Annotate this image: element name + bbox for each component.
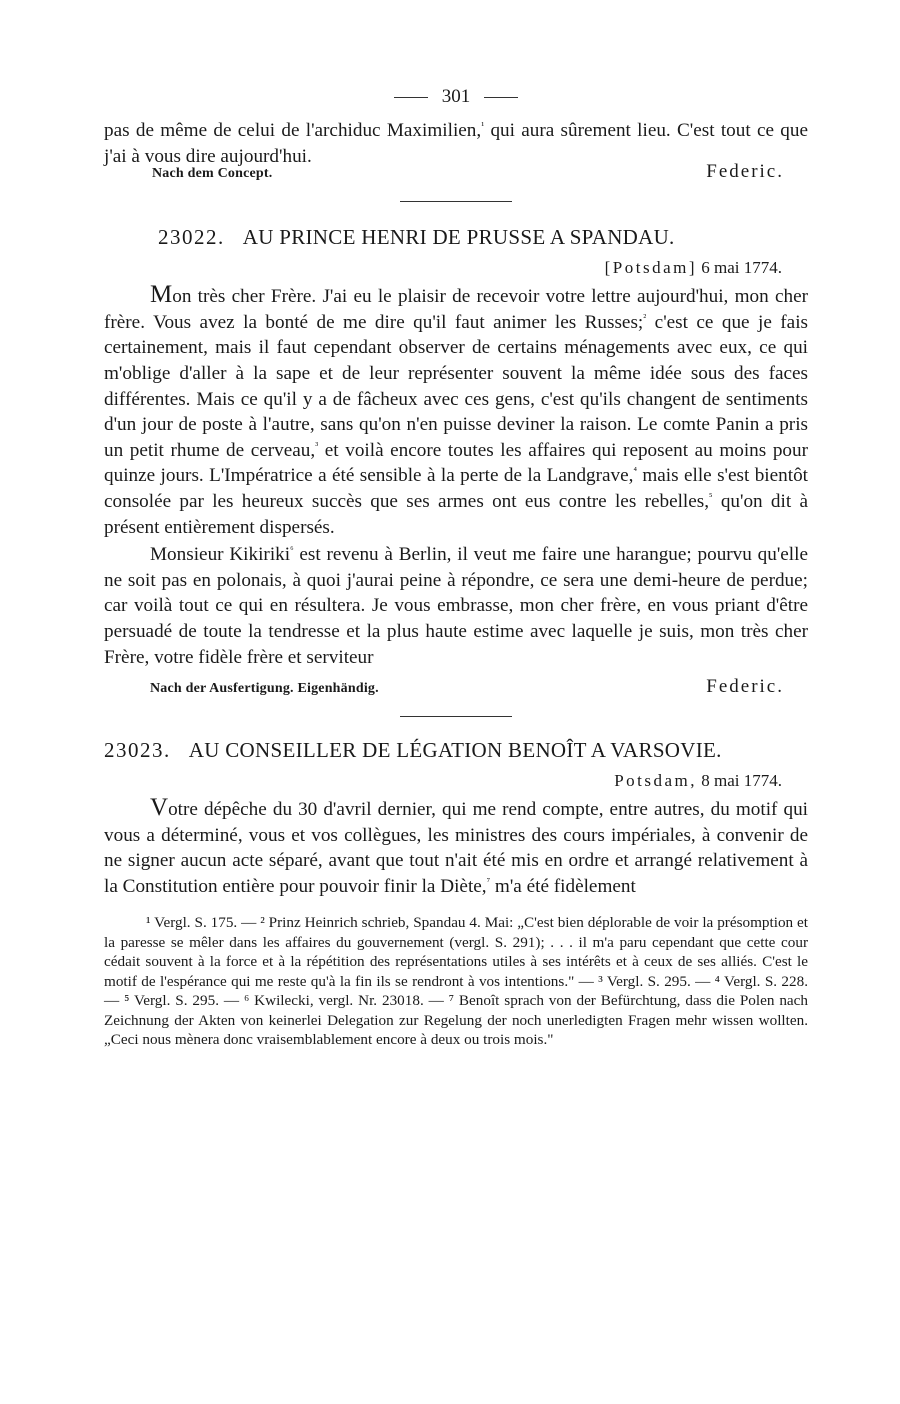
header-dash-left bbox=[394, 97, 428, 98]
entry-number: 23022. bbox=[158, 225, 225, 250]
continuation-text-b: qui aura sûrement lieu. C'est tout ce que j'ai à vous dire aujourd'hui. bbox=[104, 120, 808, 167]
initial-letter: M bbox=[150, 281, 173, 309]
footnote-ref-1: ¹ bbox=[481, 120, 485, 132]
section-divider bbox=[400, 716, 512, 717]
dateline-date: 6 mai 1774. bbox=[701, 258, 782, 278]
entry-heading: AU PRINCE HENRI DE PRUSSE A SPANDAU. bbox=[242, 225, 675, 250]
footnote-ref-4: ⁴ bbox=[633, 465, 637, 477]
text-span: otre dépêche du 30 d'avril dernier, qui me rend compte, entre autres, du motif qui vous a déterminé, vous et vos collègues, les ministres des cours impériales, à convenir de ne signer aucun acte séparé, avant que tout n'ait été mis en ordre et arrangé relativement à la Constitution entière pour pouvoir finir la Diète, bbox=[104, 799, 808, 897]
entry-heading: AU CONSEILLER DE LÉGATION BENOÎT A VARSOVIE. bbox=[188, 738, 722, 763]
page-number: 301 bbox=[441, 86, 471, 107]
footnote-text: ¹ Vergl. S. 175. — ² Prinz Heinrich schrieb, Spandau 4. Mai: „C'est bien déplorable de voir la présomption et la paresse se mêler dans les affaires du gouvernement (vergl. S. 291); . . . il m'a paru cependant que cette cour cédait souvent à la force et à la répétition des représentations utiles à ses intérêts et à ceux de ses alliés. C'est le motif de l'espérance qui me reste qu'à la fin ils se rendront à vos intentions." — ³ Vergl. S. 295. — ⁴ Vergl. S. 228. — ⁵ Vergl. S. 295. — ⁶ Kwilecki, vergl. Nr. 23018. — ⁷ Benoît sprach von der Befürchtung, dass die Polen nach Zeichnung der Akten von keinerlei Delegation zur Regelung der noch unerledigten Fragen mehr wissen wollten. „Ceci nous mènera donc vraisemblablement encore à deux ou trois mois." bbox=[104, 914, 808, 1048]
dateline bbox=[104, 769, 808, 793]
footnote-ref-2: ² bbox=[643, 312, 647, 324]
letter-paragraph bbox=[104, 795, 808, 899]
entry-title bbox=[104, 224, 808, 250]
signature: Federic. bbox=[706, 161, 784, 183]
entry-number: 23023. bbox=[104, 738, 171, 763]
source-note: Nach der Ausfertigung. Eigenhändig. bbox=[150, 681, 379, 697]
dateline bbox=[104, 256, 808, 280]
text-span: m'a été fidèlement bbox=[490, 875, 636, 897]
letter-closing bbox=[104, 676, 808, 698]
text-span: c'est ce que je fais certainement, mais il faut cependant observer de certains ménagements avec eux, ce qui m'oblige d'aller à la sape et de leur représenter souvent la même idée sous des faces différentes. Mais ce qu'il y a de fâcheux avec ces gens, c'est qu'ils changent de sentiments d'un jour de poste à l'autre, sans qu'on n'en puisse deviner la raison. Le comte Panin a pris un petit rhume de cerveau, bbox=[104, 311, 808, 461]
dateline-place: Potsdam, bbox=[614, 771, 697, 791]
source-note: Nach dem Concept. bbox=[152, 166, 273, 182]
dateline-date: 8 mai 1774. bbox=[701, 771, 782, 791]
footnote-ref-6: ⁶ bbox=[290, 544, 294, 556]
section-divider bbox=[400, 201, 512, 202]
book-page bbox=[104, 84, 808, 1049]
letter-paragraph bbox=[104, 542, 808, 670]
initial-letter: V bbox=[150, 794, 169, 822]
letter-paragraph bbox=[104, 282, 808, 540]
footnotes bbox=[104, 913, 808, 1049]
text-span: on très cher Frère. J'ai eu le plaisir de recevoir votre lettre aujourd'hui, mon cher frère. Vous avez la bonté de me dire qu'il faut animer les Russes; bbox=[104, 286, 808, 333]
text-span: est revenu à Berlin, il veut me faire une harangue; pourvu qu'elle ne soit pas en polonais, à quoi j'aurai peine à répondre, ce sera une demi-heure de perdue; car voilà tout ce qui en résultera. Je vous embrasse, mon cher frère, en vous priant d'être persuadé de toute la tendresse et la plus haute estime avec laquelle je suis, mon très cher Frère, votre fidèle frère et serviteur bbox=[104, 544, 808, 668]
footnote-ref-7: ⁷ bbox=[486, 876, 491, 888]
text-span: Monsieur Kikiriki bbox=[150, 544, 291, 566]
footnote-ref-3: ³ bbox=[315, 440, 319, 452]
continuation-text-a: pas de même de celui de l'archiduc Maximilien, bbox=[104, 120, 482, 141]
page-header bbox=[104, 84, 808, 110]
text-span: et voilà encore toutes les affaires qui reposent au moins pour quinze jours. L'Impératrice a été sensible à la perte de la Landgrave, bbox=[104, 439, 808, 487]
footnote-ref-5: ⁵ bbox=[709, 491, 713, 503]
signature: Federic. bbox=[706, 676, 784, 698]
text-span: qu'on dit à présent entièrement dispersés. bbox=[104, 490, 808, 538]
entry-title bbox=[104, 737, 808, 763]
dateline-place: [Potsdam] bbox=[604, 258, 697, 278]
header-dash-right bbox=[484, 97, 518, 98]
text-span: mais elle s'est bientôt consolée par les heureux succès que ses armes ont eus contre les rebelles, bbox=[104, 465, 808, 512]
